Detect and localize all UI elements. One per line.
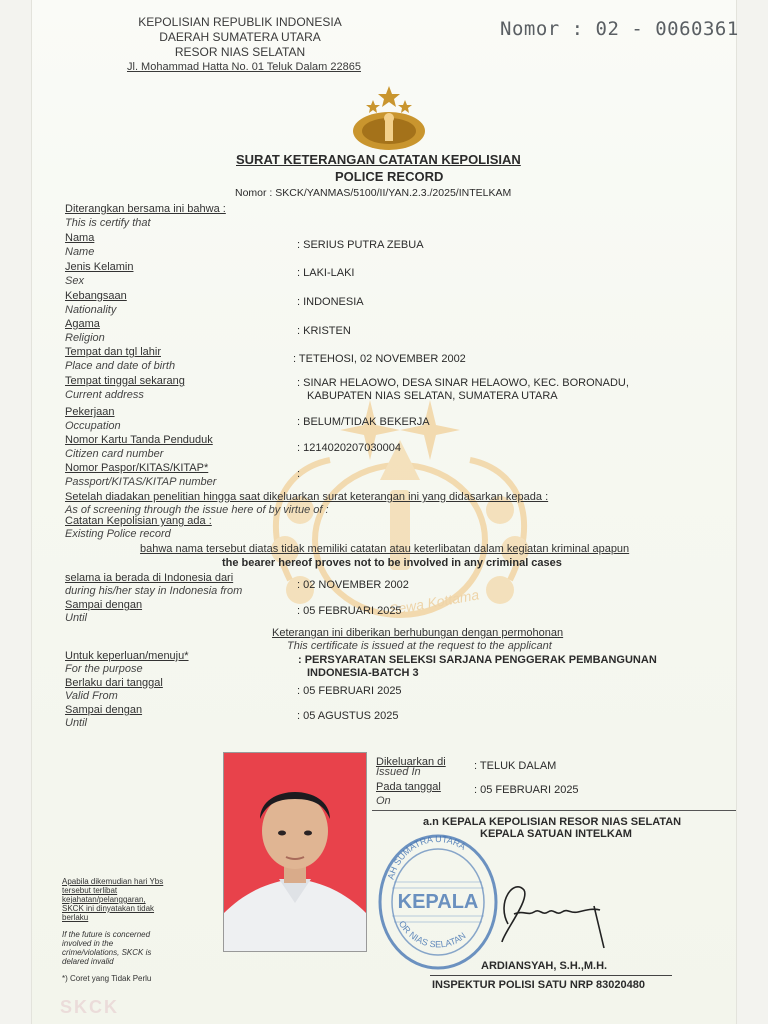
period-from-label: selama ia berada di Indonesia dari <box>65 572 234 584</box>
field-value-occupation: : BELUM/TIDAK BEKERJA <box>297 416 430 428</box>
intro-text-en: This is certify that <box>65 217 151 229</box>
applicant-portrait <box>224 753 366 951</box>
period-until-value: : 05 FEBRUARI 2025 <box>297 605 402 617</box>
field-label: Tempat tinggal sekarang <box>65 375 185 387</box>
field-label-en: Occupation <box>65 420 121 432</box>
field-label: Pekerjaan <box>65 406 115 418</box>
issued-date-value: : 05 FEBRUARI 2025 <box>474 784 579 796</box>
footnote-note: *) Coret yang Tidak Perlu <box>62 974 152 983</box>
field-value-id-number: : 1214020207030004 <box>297 442 401 454</box>
valid-until-label-en: Until <box>65 717 88 729</box>
footnote-text: Apabila dikemudian hari Ybs tersebut terlibat kejahatan/pelanggaran, SKCK ini dinyatakan tidak berlaku <box>62 877 164 922</box>
svg-text:AH SUMATRA UTARA <box>386 834 468 881</box>
official-stamp <box>374 822 502 972</box>
signatory-title: a.n KEPALA KEPOLISIAN RESOR NIAS SELATAN <box>423 816 682 828</box>
period-from-value: : 02 NOVEMBER 2002 <box>297 579 409 591</box>
field-label: Agama <box>65 318 100 330</box>
footnote-text-en: If the future is concerned involved in the crime/violations, SKCK is delared invalid <box>62 930 152 966</box>
issued-note-en: This certificate is issued at the request to the applicant <box>287 640 552 652</box>
valid-until-label: Sampai dengan <box>65 704 143 716</box>
field-label-en: Name <box>65 246 95 258</box>
agency-name: KEPOLISIAN REPUBLIK INDONESIA <box>138 15 342 29</box>
applicant-photo <box>224 753 366 951</box>
record-label: Catatan Kepolisian yang ada : <box>65 515 212 527</box>
period-from-label-en: during his/her stay in Indonesia from <box>65 585 243 597</box>
record-label-en: Existing Police record <box>65 528 171 540</box>
signatory-rank: INSPEKTUR POLISI SATU NRP 83020480 <box>432 979 645 991</box>
stamp-bottom-text: OR NIAS SELATAN <box>396 918 468 950</box>
field-value-nationality: : INDONESIA <box>297 296 364 308</box>
field-label-en: Place and date of birth <box>65 360 176 372</box>
purpose-value-line2: INDONESIA-BATCH 3 <box>307 667 419 679</box>
handwritten-signature <box>494 872 614 952</box>
skck-bottom-mark: SKCK <box>60 997 120 1017</box>
valid-from-label: Berlaku dari tanggal <box>65 677 163 689</box>
field-value-name: : SERIUS PUTRA ZEBUA <box>297 239 424 251</box>
record-statement: bahwa nama tersebut diatas tidak memiliki catatan atau keterlibatan dalam kegiatan kriminal apapun <box>140 543 630 555</box>
valid-until-value: : 05 AGUSTUS 2025 <box>297 710 399 722</box>
document-number: Nomor : SKCK/YANMAS/5100/II/YAN.2.3./2025/INTELKAM <box>235 187 512 199</box>
field-label: Nomor Kartu Tanda Penduduk <box>65 434 213 446</box>
watermark-motto: Sewa Kottama <box>387 586 481 618</box>
field-value-address: : SINAR HELAOWO, DESA SINAR HELAOWO, KEC. BORONADU, <box>297 377 629 389</box>
agency-address: Jl. Mohammad Hatta No. 01 Teluk Dalam 22865 <box>127 61 361 73</box>
field-value-passport: : <box>297 468 301 480</box>
divider-line <box>372 810 736 811</box>
purpose-label: Untuk keperluan/menuju* <box>65 650 189 662</box>
field-value-birth: : TETEHOSI, 02 NOVEMBER 2002 <box>293 353 466 365</box>
star-watermark <box>340 395 460 475</box>
issued-date-label: Pada tanggal <box>376 781 441 793</box>
document-title: SURAT KETERANGAN CATATAN KEPOLISIAN <box>236 152 521 167</box>
field-label: Tempat dan tgl lahir <box>65 346 161 358</box>
field-label-en: Sex <box>65 275 84 287</box>
police-crest-icon <box>350 86 428 152</box>
valid-from-value: : 05 FEBRUARI 2025 <box>297 685 402 697</box>
issued-note: Keterangan ini diberikan berhubungan dengan permohonan <box>272 627 564 639</box>
intro-text: Diterangkan bersama ini bahwa : <box>65 203 226 215</box>
field-label: Nomor Paspor/KITAS/KITAP* <box>65 462 209 474</box>
issued-place-value: : TELUK DALAM <box>474 760 557 772</box>
serial-number: Nomor : 02 - 0060361 <box>500 18 739 40</box>
issued-place-label: Dikeluarkan di <box>376 756 446 768</box>
stamp-top-text: AH SUMATRA UTARA <box>385 833 468 881</box>
region-name: DAERAH SUMATERA UTARA <box>159 30 321 44</box>
signatory-unit: KEPALA SATUAN INTELKAM <box>480 828 632 840</box>
field-value-sex: : LAKI-LAKI <box>297 267 355 279</box>
record-statement-en: the bearer hereof proves not to be involved in any criminal cases <box>222 557 562 569</box>
field-label: Jenis Kelamin <box>65 261 134 273</box>
document-title-en: POLICE RECORD <box>335 169 444 184</box>
period-until-label: Sampai dengan <box>65 599 143 611</box>
period-until-label-en: Until <box>65 612 88 624</box>
signature-underline <box>430 975 672 976</box>
purpose-value: : PERSYARATAN SELEKSI SARJANA PENGGERAK PEMBANGUNAN <box>298 654 657 666</box>
field-value-address-line2: KABUPATEN NIAS SELATAN, SUMATERA UTARA <box>307 390 558 402</box>
field-label: Nama <box>65 232 95 244</box>
issued-date-label-en: On <box>376 795 391 807</box>
field-label: Kebangsaan <box>65 290 127 302</box>
field-label-en: Citizen card number <box>65 448 164 460</box>
field-label-en: Religion <box>65 332 105 344</box>
field-label-en: Passport/KITAS/KITAP number <box>65 476 217 488</box>
stamp-center-text: KEPALA <box>397 891 479 913</box>
field-label-en: Nationality <box>65 304 117 316</box>
purpose-label-en: For the purpose <box>65 663 143 675</box>
signatory-name: ARDIANSYAH, S.H.,M.H. <box>481 960 608 972</box>
screening-text-en: As of screening through the issue here of by virtue of : <box>65 504 329 516</box>
resor-name: RESOR NIAS SELATAN <box>174 45 306 59</box>
valid-from-label-en: Valid From <box>65 690 118 702</box>
screening-text: Setelah diadakan penelitian hingga saat dikeluarkan surat keterangan ini yang didasarkan kepada : <box>65 491 549 503</box>
field-value-religion: : KRISTEN <box>297 325 351 337</box>
issued-place-label-en: Issued In <box>376 766 421 778</box>
field-label-en: Current address <box>65 389 144 401</box>
svg-text:OR NIAS SELATAN <box>397 919 468 950</box>
